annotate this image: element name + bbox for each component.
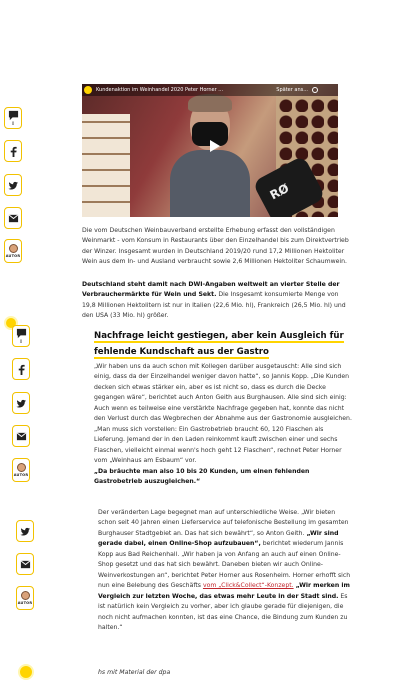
- facebook-share-button[interactable]: [4, 140, 22, 162]
- comment-icon: [8, 110, 19, 121]
- twitter-icon: [16, 398, 27, 409]
- play-button[interactable]: [204, 136, 224, 156]
- author-button-2[interactable]: [12, 458, 30, 482]
- microphone: RØ: [252, 155, 326, 217]
- comment-button-2[interactable]: [12, 325, 30, 347]
- twitter-icon: [8, 180, 19, 191]
- channel-logo: [84, 86, 92, 94]
- author-label: AUTOR: [17, 601, 33, 605]
- video-title: Kundenaktion im Weinhandel 2020 Peter Horner ...: [96, 87, 224, 93]
- mail-icon: [20, 559, 31, 570]
- section-heading: Nachfrage leicht gestiegen, aber kein Ausgleich für fehlende Kundschaft aus der Gastro: [94, 331, 344, 357]
- watch-later-icon[interactable]: [312, 87, 318, 93]
- paragraph-2-bold: Deutschland steht damit nach DWI-Angaben weltweit an vierter Stelle der Verbrauchermärkte für Wein und Sekt.: [82, 281, 340, 299]
- paragraph-4-bold-1: „Wir sind gerade dabei, einen Online-Shop aufzubauen“,: [98, 529, 339, 548]
- avatar: [17, 463, 26, 472]
- mail-icon: [16, 431, 27, 442]
- paragraph-3-text: „Wir haben uns da auch schon mit Kollegen darüber ausgetauscht: Alle sind sich einig, dass da der Einzelhandel weniger davon hatte“, so Jannis Kopp. „Die Kunden decken sich etwas stärker ein, aber es ist nicht so, dass es durch die Decke gegangen wäre“, berichtet auch Anton Geith aus Burghausen. Alle sind sich einig: Auch wenn es teilweise eine verstärkte Nachfrage gegeben hat, konnte das nicht den Verlust durch das Wegbrechen der Abnahme aus der Gastronomie ausgleichen. „Man muss sich vorstellen: Ein Gastrobetrieb braucht 60, 120 Flaschen als Lieferung. Jemand der in den Laden reinkommt kauft zwischen einer und sechs Flaschen, vielleicht einmal wenn's hoch geht 12 Flaschen“, rechnet Peter Horner vom „Weinhaus am Esbaum“ vor.: [94, 363, 352, 465]
- paragraph-3-bold: „Da bräuchte man also 10 bis 20 Kunden, um einen fehlenden Gastrobetrieb auszugleichen.“: [94, 467, 310, 485]
- avatar: [9, 244, 18, 253]
- email-share-button-3[interactable]: [16, 553, 34, 575]
- source-credit: hs mit Material der dpa: [98, 669, 171, 676]
- paragraph-3: [94, 362, 352, 487]
- paragraph-4-bold-2: „Wir merken im Vergleich zur letzten Woche, das etwas mehr Leute in der Stadt sind.: [98, 582, 350, 600]
- author-label: AUTOR: [5, 254, 21, 258]
- facebook-icon: [8, 146, 19, 157]
- mail-icon: [8, 213, 19, 224]
- paragraph-4-c: Es ist natürlich kein Vergleich zu vorher, aber ich glaube gerade für diejenigen, die noch nicht aufmachen konnten, ist das eine Chance, die Bindung zum Kunden zu halten.“: [98, 592, 348, 631]
- watch-later-label[interactable]: Später ans...: [276, 87, 308, 93]
- facebook-icon: [16, 364, 27, 375]
- paragraph-1: Die vom Deutschen Weinbauverband erstellte Erhebung erfasst den vollständigen Weinmarkt - vom Konsum in Restaurants über den Einzelhandel bis zum Direktvertrieb der Winzer. Insgesamt wurden in Deutschland 2019/20 rund 17,2 Millionen Hektoliter Wein aus dem In- und Ausland verbraucht sowie 2,6 Millionen Hektoliter Schaumwein.: [82, 227, 349, 266]
- comment-count: 0: [19, 339, 23, 344]
- click-collect-link[interactable]: vom „Click&Collect“-Konzept.: [202, 582, 294, 590]
- paragraph-4-a: Der veränderten Lage begegnet man auf unterschiedliche Weise. „Wir bieten schon seit 40 Jahren einen Lieferservice auf telefonische Bestellung im gesamten Burghauser Stadtgebiet an. Das hat sich bewährt“, so Anton Geith.: [98, 509, 349, 537]
- comment-count: 0: [11, 121, 15, 126]
- twitter-icon: [20, 526, 31, 537]
- author-button-3[interactable]: [16, 586, 34, 610]
- video-shelf: [82, 114, 130, 217]
- email-share-button[interactable]: [4, 207, 22, 229]
- scroll-to-top-button[interactable]: [18, 664, 34, 680]
- twitter-share-button[interactable]: [4, 174, 22, 196]
- comment-button[interactable]: [4, 107, 22, 129]
- video-player[interactable]: [82, 84, 338, 217]
- paragraph-4-b: berichtet wiederum Jannis Kopp aus Bad Reichenhall. „Wir haben ja von Anfang an auch auf einen Online-Shop gesetzt und das hat sich bewährt. Daneben bieten wir auch Online-Weinverkostungen an“, berichtet Peter Horner aus Rosenheim. Horner erhofft sich nun eine Belebung des Geschäfts: [98, 540, 351, 590]
- paragraph-2-rest: Die Insgesamt konsumierte Menge von 19,8 Millionen Hektolitern ist nur in Italien (22,6 Mio. hl), Frankreich (26,5 Mio. hl) und den USA (33 Mio. hl) größer.: [82, 291, 346, 320]
- email-share-button-2[interactable]: [12, 425, 30, 447]
- comment-icon: [16, 328, 27, 339]
- twitter-share-button-2[interactable]: [12, 392, 30, 414]
- paragraph-4: [98, 508, 354, 633]
- author-button[interactable]: [4, 239, 22, 263]
- twitter-share-button-3[interactable]: [16, 520, 34, 542]
- avatar: [21, 591, 30, 600]
- author-label: AUTOR: [13, 473, 29, 477]
- play-icon: [207, 139, 221, 153]
- facebook-share-button-2[interactable]: [12, 358, 30, 380]
- paragraph-2: [82, 280, 352, 322]
